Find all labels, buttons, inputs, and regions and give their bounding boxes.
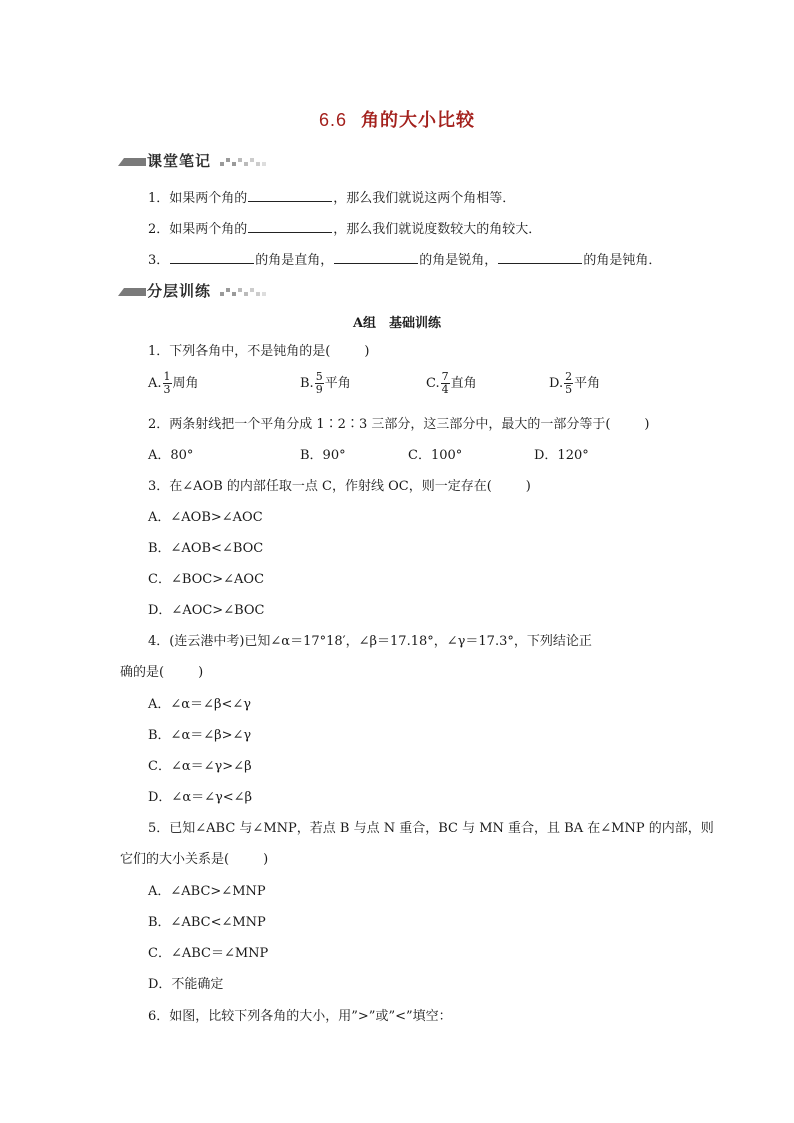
- question-2-option-a[interactable]: A．80°: [148, 448, 194, 463]
- notes-banner-label: 课堂笔记: [147, 152, 212, 170]
- question-3-option-d[interactable]: D．∠AOC>∠BOC: [148, 603, 265, 618]
- option-unit: 平角: [324, 376, 351, 391]
- notes-item-3: [148, 249, 661, 270]
- question-5-stem-continued: [120, 851, 268, 869]
- question-3-option-a[interactable]: A．∠AOB>∠AOC: [148, 510, 263, 525]
- notes-item-2: [148, 218, 541, 239]
- question-4-option-a[interactable]: A．∠α＝∠β<∠γ: [148, 697, 252, 712]
- question-4-option-b[interactable]: B．∠α＝∠β>∠γ: [148, 728, 252, 743]
- question-1-end: ): [364, 344, 370, 359]
- fraction-numerator: 2: [565, 370, 573, 383]
- question-3-option-c[interactable]: C．∠BOC>∠AOC: [148, 572, 265, 587]
- fraction-numerator: 5: [315, 370, 323, 383]
- notes-item-3-part-3: 的角是钝角．: [583, 253, 662, 268]
- fill-blank[interactable]: [248, 187, 332, 202]
- question-1-option-d[interactable]: [549, 371, 600, 396]
- question-4-option-d[interactable]: D．∠α＝∠γ<∠β: [148, 790, 253, 805]
- notes-item-1-suffix: ，那么我们就说这两个角相等．: [333, 191, 516, 206]
- question-4-text-cont: 确的是(: [120, 665, 165, 680]
- fraction: [315, 371, 324, 396]
- question-4-stem-continued: [120, 664, 203, 682]
- fraction: [163, 371, 172, 396]
- question-5-option-a[interactable]: A．∠ABC>∠MNP: [148, 884, 266, 899]
- notes-item-1-prefix: 1．如果两个角的: [148, 191, 248, 206]
- question-3-end: ): [525, 479, 531, 494]
- fraction-denominator: 3: [163, 383, 171, 396]
- question-2-end: ): [644, 417, 650, 432]
- option-unit: 周角: [172, 376, 199, 391]
- option-unit: 平角: [574, 376, 601, 391]
- practice-banner: [118, 280, 278, 300]
- section-number: 6.6: [318, 110, 348, 130]
- fill-blank[interactable]: [170, 249, 254, 264]
- question-5-stem: 5．已知∠ABC 与∠MNP，若点 B 与点 N 重合，BC 与 MN 重合，且 BA 在∠MNP 的内部，则: [148, 821, 714, 836]
- question-5-end: ): [263, 852, 269, 867]
- pencil-arrow-icon: [118, 286, 146, 296]
- fraction: [441, 371, 450, 396]
- fraction-denominator: 4: [441, 383, 449, 396]
- question-4-end: ): [198, 665, 204, 680]
- question-2-option-b[interactable]: B．90°: [300, 448, 346, 463]
- option-letter: A.: [148, 376, 162, 391]
- fraction-denominator: 9: [315, 383, 323, 396]
- notes-item-2-prefix: 2．如果两个角的: [148, 222, 248, 237]
- fill-blank[interactable]: [498, 249, 582, 264]
- option-letter: C.: [426, 376, 440, 391]
- fraction-denominator: 5: [565, 383, 573, 396]
- pencil-arrow-icon: [118, 156, 146, 166]
- question-6-stem: 6．如图，比较下列各角的大小，用”>”或”<”填空：: [148, 1009, 452, 1024]
- fill-blank[interactable]: [334, 249, 418, 264]
- notes-banner: [118, 150, 278, 170]
- question-1-text: 1．下列各角中，不是钝角的是(: [148, 344, 331, 359]
- group-a-title: A组 基础训练: [352, 316, 442, 331]
- question-3-option-b[interactable]: B．∠AOB<∠BOC: [148, 541, 264, 556]
- fraction-numerator: 1: [163, 370, 171, 383]
- notes-item-1: [148, 187, 515, 208]
- question-2-text: 2．两条射线把一个平角分成 1∶2∶3 三部分，这三部分中，最大的一部分等于(: [148, 417, 611, 432]
- notes-item-3-part-2: 的角是锐角，: [419, 253, 498, 268]
- question-4-stem: 4．(连云港中考)已知∠α＝17°18′，∠β＝17.18°，∠γ＝17.3°，下列结论正: [148, 634, 592, 649]
- fraction: [564, 371, 573, 396]
- question-2-option-d[interactable]: D．120°: [534, 448, 589, 463]
- decorative-dots-icon: [220, 282, 282, 298]
- fill-blank[interactable]: [248, 218, 332, 233]
- question-5-option-b[interactable]: B．∠ABC<∠MNP: [148, 915, 266, 930]
- option-letter: D.: [549, 376, 564, 391]
- question-1-stem: [148, 343, 369, 361]
- notes-item-3-number: 3．: [148, 253, 170, 268]
- option-letter: B.: [300, 376, 314, 391]
- question-3-stem: [148, 478, 531, 496]
- practice-banner-label: 分层训练: [147, 282, 212, 300]
- question-1-option-b[interactable]: [300, 371, 351, 396]
- question-2-stem: [148, 416, 650, 434]
- question-1-option-a[interactable]: [148, 371, 199, 396]
- question-1-option-c[interactable]: [426, 371, 477, 396]
- page-title: [0, 106, 794, 132]
- option-unit: 直角: [450, 376, 477, 391]
- decorative-dots-icon: [220, 152, 282, 168]
- section-title: 角的大小比较: [361, 110, 476, 131]
- question-5-text-cont: 它们的大小关系是(: [120, 852, 230, 867]
- notes-item-2-suffix: ，那么我们就说度数较大的角较大．: [333, 222, 542, 237]
- question-5-option-c[interactable]: C．∠ABC＝∠MNP: [148, 946, 269, 961]
- question-3-text: 3．在∠AOB 的内部任取一点 C，作射线 OC，则一定存在(: [148, 479, 492, 494]
- question-4-option-c[interactable]: C．∠α＝∠γ>∠β: [148, 759, 252, 774]
- notes-item-3-part-1: 的角是直角，: [255, 253, 334, 268]
- question-5-option-d[interactable]: D．不能确定: [148, 977, 224, 992]
- fraction-numerator: 7: [441, 370, 449, 383]
- question-2-option-c[interactable]: C．100°: [408, 448, 463, 463]
